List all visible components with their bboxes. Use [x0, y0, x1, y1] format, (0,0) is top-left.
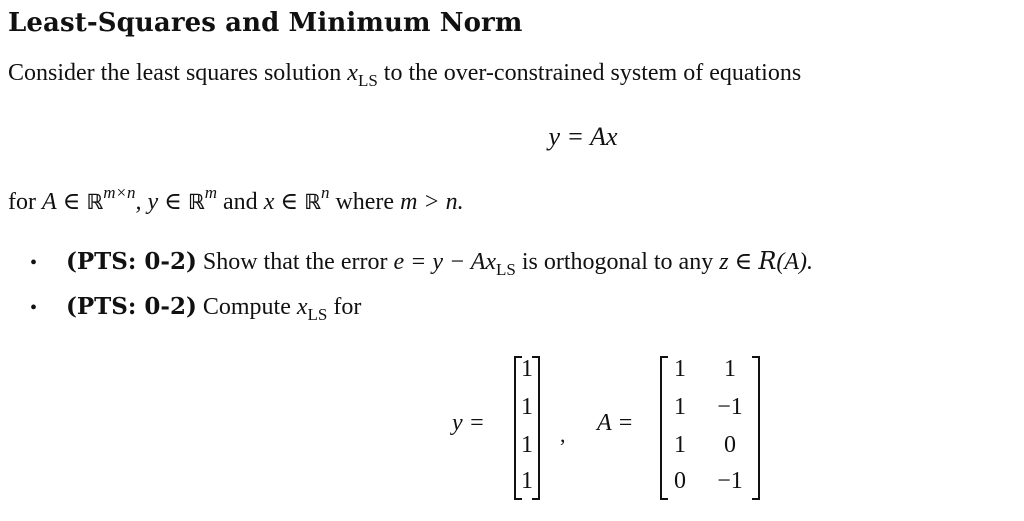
matrix-entry: 1: [674, 394, 686, 420]
vector-entry: 1: [521, 468, 533, 494]
matrix-entry: 1: [674, 356, 686, 382]
bullet-icon: •: [30, 297, 38, 319]
a-matrix: [660, 352, 760, 502]
matrix-entry: 1: [724, 356, 736, 382]
vector-entry: 1: [521, 394, 533, 420]
y-label: y =: [452, 410, 485, 436]
matrix-entry: −1: [717, 468, 743, 494]
separator-comma: ,: [560, 422, 566, 447]
dimension-statement: for A ∈ ℝ$^{m\times n}$, y ∈ ℝ$^m$ and x ∈ ℝ$^n$ where m > n.: [8, 183, 464, 215]
main-equation: y = Ax: [548, 122, 618, 151]
vector-entry: 1: [521, 432, 533, 458]
intro-text: Consider the least squares solution: [8, 60, 342, 86]
list-item: • (PTS: 0-2) Show that the error $e = y - Ax_{LS}$ is orthogonal to any z ∈ R(A).: [30, 247, 814, 279]
reals-symbol: ℝ: [86, 190, 104, 214]
matrix-entry: 0: [724, 432, 736, 458]
matrix-entry: 1: [674, 432, 686, 458]
intro-tail: to the over-constrained system of equations: [383, 60, 802, 86]
intro-paragraph: [8, 60, 802, 90]
matrix-entry: −1: [717, 394, 743, 420]
list-item: • (PTS: 0-2) Compute $x_{LS}$ for: [30, 293, 362, 324]
right-bracket: [532, 356, 540, 500]
right-bracket: [752, 356, 760, 500]
page-title: Least-Squares and Minimum Norm: [8, 8, 523, 38]
bullet-icon: •: [30, 252, 38, 274]
points-label: (PTS: 0-2): [66, 293, 197, 320]
a-label: A =: [597, 410, 634, 436]
points-label: (PTS: 0-2): [66, 248, 197, 275]
vector-entry: 1: [521, 356, 533, 382]
left-bracket: [660, 356, 668, 500]
y-vector: [514, 352, 542, 502]
matrix-entry: 0: [674, 468, 686, 494]
xls-variable: $x_{LS}$: [347, 60, 378, 90]
